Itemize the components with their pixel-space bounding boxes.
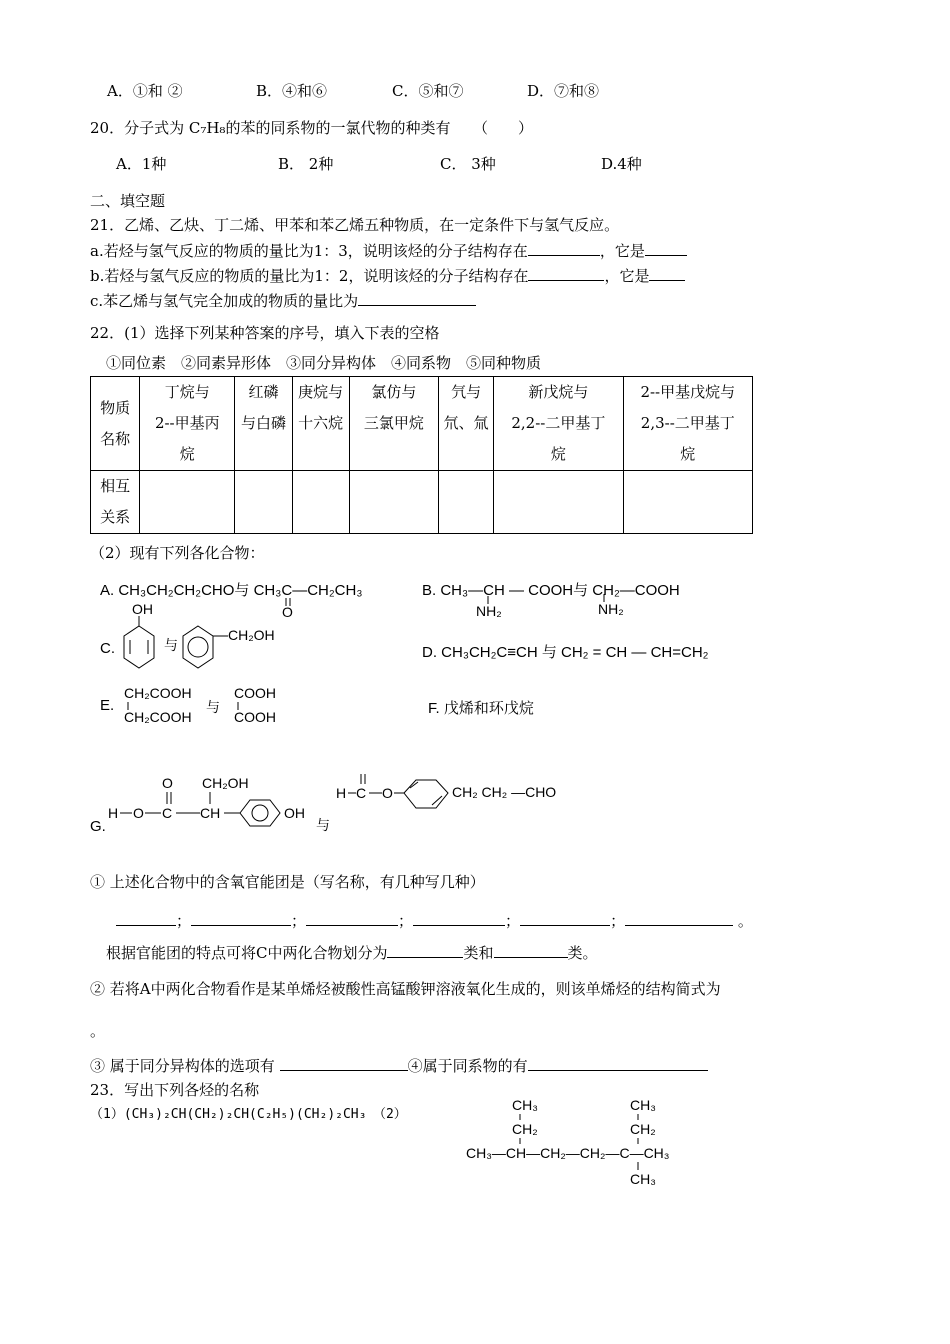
svg-text:CH₂OH: CH₂OH bbox=[202, 775, 249, 791]
q21-a-text: a.若烃与氢气反应的物质的量比为1：3，说明该烃的分子结构存在 bbox=[90, 242, 528, 260]
svg-text:CH: CH bbox=[200, 805, 221, 821]
answer-cell[interactable] bbox=[439, 471, 494, 534]
svg-text:CH₃: CH₃ bbox=[630, 1171, 656, 1187]
svg-text:CH₂COOH: CH₂COOH bbox=[124, 685, 192, 701]
functional-group-blank[interactable] bbox=[116, 911, 176, 926]
svg-text:H: H bbox=[336, 785, 347, 801]
q21-b-blank1[interactable] bbox=[528, 266, 604, 281]
answer-cell[interactable] bbox=[292, 471, 349, 534]
q21-b-tail: ，它是 bbox=[604, 267, 650, 285]
svg-text:与: 与 bbox=[316, 817, 330, 833]
svg-text:O: O bbox=[162, 775, 173, 791]
q19-option-b: B．④和⑥ bbox=[256, 82, 328, 100]
svg-text:CH₂OH: CH₂OH bbox=[228, 627, 275, 643]
q21-c-blank[interactable] bbox=[358, 291, 476, 306]
table-header-cell: 相互 关系 bbox=[91, 471, 140, 534]
table-row bbox=[91, 471, 753, 534]
svg-text:NH₂: NH₂ bbox=[598, 601, 624, 616]
functional-group-blank[interactable] bbox=[306, 911, 398, 926]
q21-a-tail: ，它是 bbox=[599, 242, 645, 260]
table-cell: 新戊烷与 2,2--二甲基丁 烷 bbox=[494, 377, 623, 471]
svg-text:与: 与 bbox=[164, 637, 178, 653]
q21-a bbox=[90, 240, 687, 261]
svg-text:CH₂: CH₂ bbox=[630, 1121, 656, 1137]
q20-option-d: D.4种 bbox=[601, 155, 642, 173]
svg-text:H: H bbox=[108, 805, 119, 821]
q22-subq2: ② 若将A中两化合物看作是某单烯烃被酸性高锰酸钾溶液氧化生成的，则该单烯烃的结构简式为 bbox=[90, 980, 721, 998]
table-cell: 2--甲基戊烷与 2,3--二甲基丁 烷 bbox=[623, 377, 752, 471]
svg-text:CH₂COOH: CH₂COOH bbox=[124, 709, 192, 725]
svg-text:C: C bbox=[162, 805, 173, 821]
answer-cell[interactable] bbox=[349, 471, 438, 534]
q20-stem: 20．分子式为 C₇H₈的苯的同系物的一氯代物的种类有 （ ） bbox=[90, 119, 533, 137]
table-row bbox=[91, 377, 753, 471]
compound-c-label: C. bbox=[100, 640, 115, 657]
svg-text:C: C bbox=[356, 785, 367, 801]
q20-option-a: A．1种 bbox=[116, 155, 167, 173]
q19-option-a: A．①和 ② bbox=[107, 82, 183, 100]
functional-group-blank[interactable] bbox=[191, 911, 291, 926]
q21-c bbox=[90, 290, 476, 311]
q21-a-blank1[interactable] bbox=[528, 241, 600, 256]
q22-subq1b: 根据官能团的特点可将C中两化合物划分为 类和 类。 bbox=[106, 944, 598, 962]
functional-group-blank[interactable] bbox=[520, 911, 610, 926]
q19-option-d: D．⑦和⑧ bbox=[527, 82, 600, 100]
svg-text:COOH: COOH bbox=[234, 685, 276, 701]
q22-choices: ①同位素 ②同素异形体 ③同分异构体 ④同系物 ⑤同种物质 bbox=[106, 354, 542, 372]
q22-subq3-4: ③ 属于同分异构体的选项有 ④属于同系物的有 bbox=[90, 1055, 708, 1076]
compound-c-structures bbox=[112, 596, 292, 692]
svg-text:CH₂ CH₂ —CHO: CH₂ CH₂ —CHO bbox=[452, 784, 557, 800]
svg-text:CH₂: CH₂ bbox=[512, 1121, 538, 1137]
table-cell: 丁烷与 2--甲基丙 烷 bbox=[140, 377, 235, 471]
svg-text:OH: OH bbox=[284, 805, 305, 821]
table-cell: 氕与 氘、氚 bbox=[439, 377, 494, 471]
compound-d: D. CH₃CH₂C≡CH 与 CH₂ = CH — CH=CH₂ bbox=[422, 644, 709, 661]
q21-a-blank2[interactable] bbox=[645, 241, 687, 256]
table-cell: 红磷 与白磷 bbox=[235, 377, 292, 471]
q19-option-c: C．⑤和⑦ bbox=[392, 82, 464, 100]
q21-stem: 21．乙烯、乙炔、丁二烯、甲苯和苯乙烯五种物质，在一定条件下与氢气反应。 bbox=[90, 216, 620, 234]
q22-subq1: ① 上述化合物中的含氧官能团是（写名称，有几种写几种） bbox=[90, 873, 485, 891]
compound-a: A. CH₃CH₂CH₂CHO与 CH₃C—CH₂CH₃ bbox=[100, 582, 363, 599]
q23-part1: （1）(CH₃)₂CH(CH₂)₂CH(C₂H₅)(CH₂)₂CH₃ （2） bbox=[90, 1107, 407, 1122]
q22-part2: （2）现有下列各化合物： bbox=[90, 544, 265, 562]
q21-b bbox=[90, 265, 685, 286]
q22-subq2-end: 。 bbox=[90, 1022, 106, 1040]
q21-c-text: c.苯乙烯与氢气完全加成的物质的量比为 bbox=[90, 292, 359, 310]
q20-option-c: C． 3种 bbox=[440, 155, 496, 173]
q23-stem: 23．写出下列各烃的名称 bbox=[90, 1081, 260, 1099]
functional-group-blank[interactable] bbox=[625, 911, 733, 926]
q20-option-b: B． 2种 bbox=[278, 155, 334, 173]
q21-b-blank2[interactable] bbox=[649, 266, 685, 281]
table-cell: 氯仿与 三氯甲烷 bbox=[349, 377, 438, 471]
compound-g-structures bbox=[104, 770, 594, 836]
svg-text:O: O bbox=[133, 805, 144, 821]
svg-text:CH₃—CH—CH₂—CH₂—C—CH₃: CH₃—CH—CH₂—CH₂—C—CH₃ bbox=[466, 1145, 670, 1161]
isomer-blank[interactable] bbox=[280, 1056, 408, 1071]
compound-b-amine1 bbox=[470, 596, 510, 618]
answer-cell[interactable] bbox=[623, 471, 752, 534]
compound-b: B. CH₃—CH — COOH与 CH₂—COOH bbox=[422, 582, 680, 599]
answer-cell[interactable] bbox=[235, 471, 292, 534]
compound-f: F. 戊烯和环戊烷 bbox=[428, 700, 534, 717]
q21-b-text: b.若烃与氢气反应的物质的量比为1：2，说明该烃的分子结构存在 bbox=[90, 267, 529, 285]
class-blank-1[interactable] bbox=[387, 943, 463, 958]
q22-stem: 22．(1）选择下列某种答案的序号，填入下表的空格 bbox=[90, 324, 440, 342]
svg-text:O: O bbox=[382, 785, 393, 801]
svg-text:CH₃: CH₃ bbox=[630, 1097, 656, 1113]
compound-e-structures bbox=[118, 682, 288, 728]
svg-text:O: O bbox=[282, 604, 293, 618]
relation-table bbox=[90, 376, 753, 534]
compound-b-amine2 bbox=[598, 594, 638, 616]
q22-subq1-blanks: ； ； ； ； ； 。 bbox=[116, 910, 753, 931]
svg-text:OH: OH bbox=[132, 601, 153, 617]
svg-text:COOH: COOH bbox=[234, 709, 276, 725]
homolog-blank[interactable] bbox=[528, 1056, 708, 1071]
q22-subq1-end: 。 bbox=[737, 912, 753, 930]
compound-e-label: E. bbox=[100, 697, 115, 714]
compound-g-label: G. bbox=[90, 818, 106, 835]
table-cell: 庚烷与 十六烷 bbox=[292, 377, 349, 471]
section-title: 二、填空题 bbox=[90, 192, 166, 210]
answer-cell[interactable] bbox=[140, 471, 235, 534]
q23-structure bbox=[462, 1094, 702, 1194]
svg-text:NH₂: NH₂ bbox=[476, 603, 502, 618]
functional-group-blank[interactable] bbox=[413, 911, 505, 926]
svg-text:CH₃: CH₃ bbox=[512, 1097, 538, 1113]
table-header-cell: 物质 名称 bbox=[91, 377, 140, 471]
svg-text:与: 与 bbox=[206, 699, 220, 715]
class-blank-2[interactable] bbox=[494, 943, 568, 958]
answer-cell[interactable] bbox=[494, 471, 623, 534]
